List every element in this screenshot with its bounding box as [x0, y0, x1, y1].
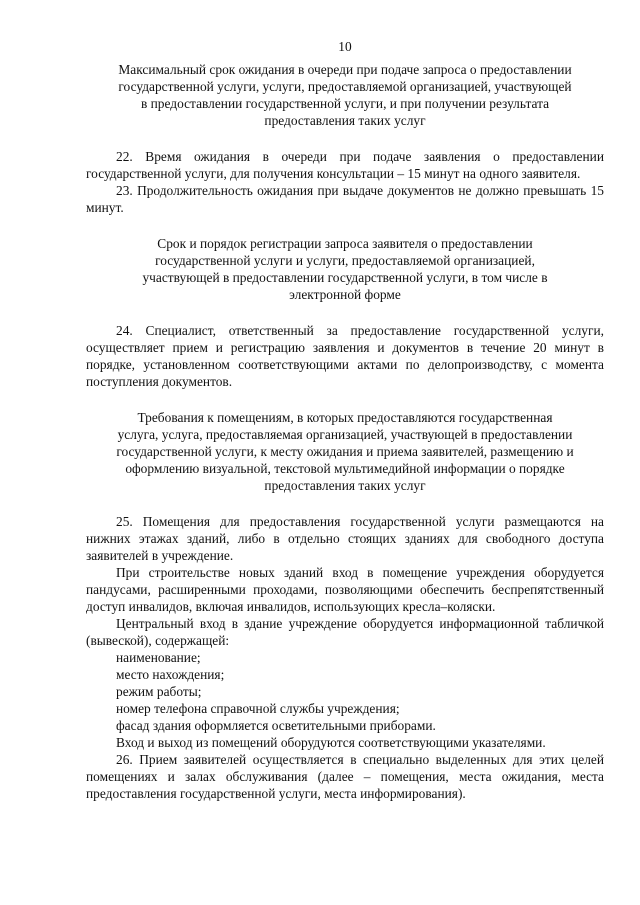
paragraph-22: 22. Время ожидания в очереди при подаче заявления о предоставлении государственной услуги, для получения консультации – 15 минут на одного заявителя. — [86, 149, 604, 181]
section-heading-registration — [86, 235, 604, 303]
list-item: наименование; — [116, 650, 201, 665]
section-heading-premises — [86, 409, 604, 494]
page-number: 10 — [338, 39, 352, 54]
paragraph-24: 24. Специалист, ответственный за предоставление государственной услуги, осуществляет прием и регистрацию заявления и документов в течение 20 минут в порядке, установленном соответствующими актами по делопроизводству, с момента поступления документов. — [86, 323, 604, 389]
list-item: номер телефона справочной службы учреждения; — [116, 701, 400, 716]
paragraph-26: 26. Прием заявителей осуществляется в специально выделенных для этих целей помещениях и залах обслуживания (далее – помещения, места ожидания, места предоставления государственной услуги, места информирования). — [86, 752, 604, 801]
heading-line: государственной услуги, услуги, предоставляемой организацией, участвующей — [118, 79, 572, 94]
paragraph-25: 25. Помещения для предоставления государственной услуги размещаются на нижних этажах зданий, либо в отдельно стоящих зданиях для свободного доступа заявителей в учреждение. — [86, 514, 604, 563]
heading-line: Срок и порядок регистрации запроса заявителя о предоставлении — [157, 236, 533, 251]
list-item: фасад здания оформляется осветительными приборами. — [116, 718, 436, 733]
paragraph-construction: При строительстве новых зданий вход в помещение учреждения оборудуется пандусами, расширенными проходами, позволяющими обеспечить беспрепятственный доступ инвалидов, включая инвалидов, использующих кресла–коляски. — [86, 565, 604, 614]
section-heading-waiting-time — [86, 61, 604, 129]
paragraph-23: 23. Продолжительность ожидания при выдаче документов не должно превышать 15 минут. — [86, 183, 604, 215]
heading-line: электронной форме — [289, 287, 401, 302]
heading-line: Требования к помещениям, в которых предоставляются государственная — [137, 410, 553, 425]
list-item: режим работы; — [116, 684, 202, 699]
heading-line: государственной услуги и услуги, предоставляемой организацией, — [155, 253, 535, 268]
heading-line: предоставления таких услуг — [264, 113, 426, 128]
heading-line: предоставления таких услуг — [264, 478, 426, 493]
heading-line: услуга, услуга, предоставляемая организацией, участвующей в предоставлении — [117, 427, 573, 442]
heading-line: участвующей в предоставлении государственной услуги, в том числе в — [142, 270, 548, 285]
heading-line: государственной услуги, к месту ожидания и приема заявителей, размещению и — [116, 444, 574, 459]
paragraph-entrance: Центральный вход в здание учреждение оборудуется информационной табличкой (вывеской), содержащей: — [86, 616, 604, 648]
list-item: место нахождения; — [116, 667, 225, 682]
heading-line: Максимальный срок ожидания в очереди при подаче запроса о предоставлении — [118, 62, 572, 77]
heading-line: в предоставлении государственной услуги, и при получении результата — [140, 96, 550, 111]
paragraph-exit: Вход и выход из помещений оборудуются соответствующими указателями. — [116, 735, 546, 750]
heading-line: оформлению визуальной, текстовой мультимедийной информации о порядке — [125, 461, 565, 476]
